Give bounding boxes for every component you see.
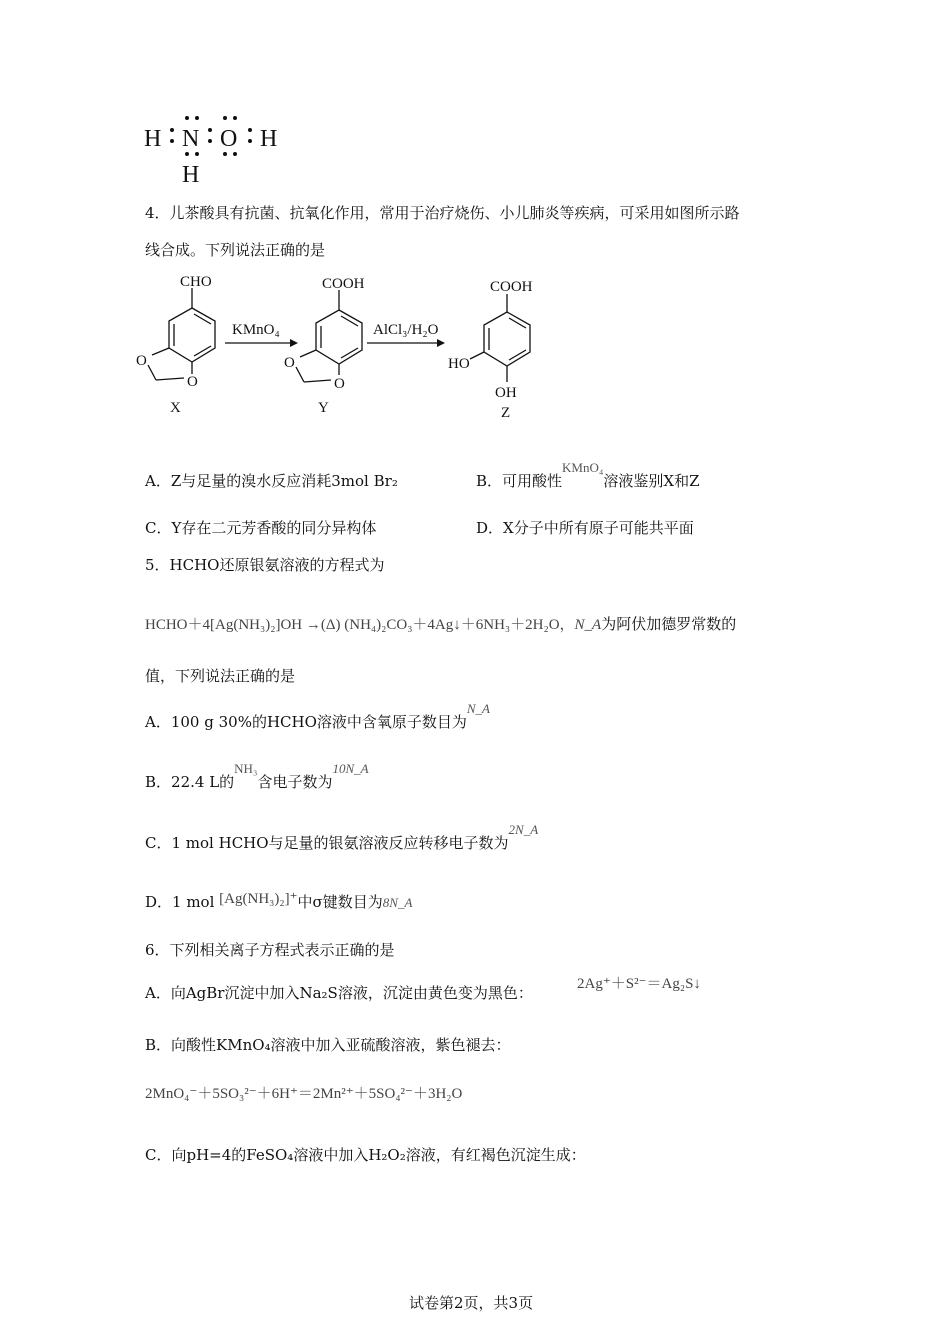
y-oxygen-2: O [334, 376, 345, 392]
x-oxygen-2: O [187, 374, 198, 390]
q5-stem-cont: 为阿伏加德罗常数的 [601, 615, 737, 633]
option-d-pre: D．1 mol [145, 893, 215, 911]
q5-option-b [145, 761, 369, 793]
option-b-value: 10N_A [332, 761, 369, 776]
option-b-formula: NH₃ [234, 761, 258, 776]
option-d-value: 8N_A [382, 895, 413, 910]
q5-stem2: 值，下列说法正确的是 [145, 667, 296, 685]
label-x: X [170, 400, 181, 416]
lewis-n: N [182, 126, 200, 152]
q5-option-c [145, 822, 539, 854]
reagent-alcl3: AlCl₃/H₂O [373, 322, 439, 338]
z-substituent: COOH [490, 279, 533, 295]
q6-option-a: A．向AgBr沉淀中加入Na₂S溶液，沉淀由黄色变为黑色： [145, 984, 533, 1002]
q4-option-a: A．Z与足量的溴水反应消耗3mol Br₂ [145, 472, 398, 490]
label-y: Y [318, 400, 329, 416]
lewis-h1: H [144, 126, 162, 152]
option-d-formula: [Ag(NH₃)₂]⁺ [219, 891, 298, 907]
option-c-value: 2N_A [508, 822, 539, 837]
lewis-h3: H [182, 162, 200, 188]
q5-stem: 5．HCHO还原银氨溶液的方程式为 [145, 556, 385, 574]
q6-stem: 6．下列相关离子方程式表示正确的是 [145, 941, 395, 959]
option-b-post: 含电子数为 [257, 773, 333, 791]
option-a-value: N_A [466, 701, 491, 716]
y-oxygen-1: O [284, 355, 295, 371]
option-c-text: C．1 mol HCHO与足量的银氨溶液反应转移电子数为 [145, 834, 509, 852]
y-substituent: COOH [322, 276, 365, 292]
lewis-h2: H [260, 126, 278, 152]
x-substituent: CHO [180, 274, 212, 290]
q6-option-b: B．向酸性KMnO₄溶液中加入亚硫酸溶液，紫色褪去： [145, 1036, 511, 1054]
q5-na: N_A [574, 617, 602, 633]
q5-option-d [145, 892, 412, 913]
q6-option-c: C．向pH=4的FeSO₄溶液中加入H₂O₂溶液，有红褐色沉淀生成： [145, 1146, 586, 1164]
q4-stem-line2: 线合成。下列说法正确的是 [145, 241, 326, 259]
option-b-pre: B．22.4 L的 [145, 773, 235, 791]
q4-stem-line1: 4．儿茶酸具有抗菌、抗氧化作用，常用于治疗烧伤、小儿肺炎等疾病，可采用如图所示路 [145, 204, 740, 222]
option-d-post: 中σ键数目为 [297, 893, 383, 911]
q4-option-b [476, 460, 700, 492]
z-oh: OH [495, 385, 517, 401]
q5-equation-line [145, 614, 736, 635]
q5-option-a [145, 701, 491, 733]
q5-equation: HCHO＋4[Ag(NH₃)₂]OH →(Δ) (NH₄)₂CO₃＋4Ag↓＋6NH₃＋2H₂O， [145, 617, 575, 633]
x-oxygen-1: O [136, 353, 147, 369]
z-ho: HO [448, 356, 470, 372]
label-z: Z [501, 405, 511, 421]
option-b-pre: B．可用酸性 [476, 472, 563, 490]
reagent-kmno4: KMnO₄ [232, 322, 280, 338]
reaction-scheme [130, 270, 580, 430]
lewis-o: O [220, 126, 238, 152]
q4-option-d: D．X分子中所有原子可能共平面 [476, 519, 694, 537]
page-footer: 试卷第2页，共3页 [409, 1294, 534, 1312]
q4-option-c: C．Y存在二元芳香酸的同分异构体 [145, 519, 377, 537]
option-a-text: A．100 g 30%的HCHO溶液中含氧原子数目为 [145, 713, 467, 731]
option-b-post: 溶液鉴别X和Z [603, 472, 700, 490]
option-b-formula: KMnO₄ [562, 460, 604, 475]
q6-option-b-equation: 2MnO₄⁻＋5SO₃²⁻＋6H⁺＝2Mn²⁺＋5SO₄²⁻＋3H₂O [145, 1086, 463, 1102]
q6-option-a-equation: 2Ag⁺＋S²⁻＝Ag₂S↓ [577, 976, 701, 992]
